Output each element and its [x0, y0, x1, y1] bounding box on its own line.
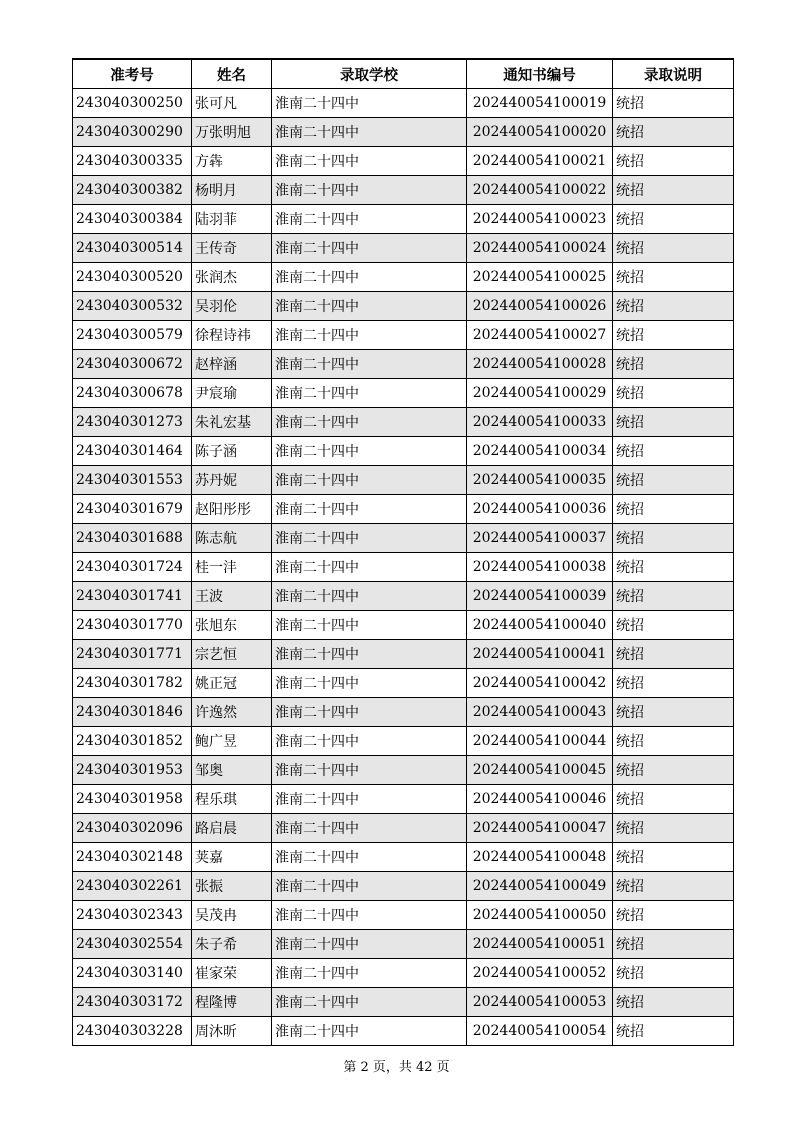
admission-note-cell: 统招	[613, 263, 734, 292]
notice-number-cell: 202440054100048	[467, 843, 613, 872]
admission-note-cell: 统招	[613, 698, 734, 727]
name-cell: 尹宸瑜	[192, 379, 272, 408]
exam-number-cell: 243040303172	[73, 988, 192, 1017]
admission-note-cell: 统招	[613, 118, 734, 147]
name-cell: 徐程诗祎	[192, 321, 272, 350]
table-row	[73, 350, 734, 379]
admission-note-cell: 统招	[613, 495, 734, 524]
school-cell: 淮南二十四中	[272, 872, 467, 901]
notice-number-cell: 202440054100019	[467, 89, 613, 118]
exam-number-cell: 243040302343	[73, 901, 192, 930]
admission-note-cell: 统招	[613, 234, 734, 263]
name-cell: 方犇	[192, 147, 272, 176]
exam-number-cell: 243040301273	[73, 408, 192, 437]
admission-note-cell: 统招	[613, 669, 734, 698]
name-cell: 陈子涵	[192, 437, 272, 466]
exam-number-cell: 243040301688	[73, 524, 192, 553]
exam-number-cell: 243040301846	[73, 698, 192, 727]
admission-note-cell: 统招	[613, 1017, 734, 1046]
name-cell: 陈志航	[192, 524, 272, 553]
notice-number-cell: 202440054100040	[467, 611, 613, 640]
admission-note-cell: 统招	[613, 379, 734, 408]
notice-number-cell: 202440054100039	[467, 582, 613, 611]
table-row	[73, 582, 734, 611]
table-row	[73, 756, 734, 785]
admission-note-cell: 统招	[613, 553, 734, 582]
notice-number-cell: 202440054100027	[467, 321, 613, 350]
exam-number-cell: 243040301852	[73, 727, 192, 756]
table-row	[73, 988, 734, 1017]
exam-number-cell: 243040300672	[73, 350, 192, 379]
name-cell: 王传奇	[192, 234, 272, 263]
admission-note-cell: 统招	[613, 988, 734, 1017]
name-cell: 姚正冠	[192, 669, 272, 698]
exam-number-cell: 243040301464	[73, 437, 192, 466]
table-row	[73, 495, 734, 524]
exam-number-cell: 243040301553	[73, 466, 192, 495]
admission-table	[72, 58, 734, 1046]
exam-number-cell: 243040302261	[73, 872, 192, 901]
admission-note-cell: 统招	[613, 582, 734, 611]
table-row	[73, 292, 734, 321]
name-cell: 朱子希	[192, 930, 272, 959]
notice-number-cell: 202440054100028	[467, 350, 613, 379]
school-cell: 淮南二十四中	[272, 611, 467, 640]
exam-number-cell: 243040300250	[73, 89, 192, 118]
exam-number-cell: 243040301771	[73, 640, 192, 669]
table-row	[73, 959, 734, 988]
school-cell: 淮南二十四中	[272, 234, 467, 263]
school-cell: 淮南二十四中	[272, 582, 467, 611]
school-cell: 淮南二十四中	[272, 756, 467, 785]
exam-number-cell: 243040300514	[73, 234, 192, 263]
exam-number-cell: 243040301953	[73, 756, 192, 785]
table-row	[73, 698, 734, 727]
admission-note-cell: 统招	[613, 785, 734, 814]
name-cell: 周沐昕	[192, 1017, 272, 1046]
name-cell: 杨明月	[192, 176, 272, 205]
table-row	[73, 147, 734, 176]
exam-number-cell: 243040300290	[73, 118, 192, 147]
admission-note-cell: 统招	[613, 640, 734, 669]
school-cell: 淮南二十四中	[272, 350, 467, 379]
school-cell: 淮南二十四中	[272, 669, 467, 698]
notice-number-cell: 202440054100033	[467, 408, 613, 437]
exam-number-cell: 243040302554	[73, 930, 192, 959]
notice-number-cell: 202440054100021	[467, 147, 613, 176]
admission-note-cell: 统招	[613, 466, 734, 495]
table-row	[73, 640, 734, 669]
table-row	[73, 118, 734, 147]
school-cell: 淮南二十四中	[272, 727, 467, 756]
school-cell: 淮南二十四中	[272, 988, 467, 1017]
name-cell: 张旭东	[192, 611, 272, 640]
table-row	[73, 814, 734, 843]
name-cell: 程乐琪	[192, 785, 272, 814]
school-cell: 淮南二十四中	[272, 118, 467, 147]
notice-number-cell: 202440054100043	[467, 698, 613, 727]
table-row	[73, 611, 734, 640]
notice-number-cell: 202440054100041	[467, 640, 613, 669]
notice-number-cell: 202440054100044	[467, 727, 613, 756]
notice-number-cell: 202440054100051	[467, 930, 613, 959]
name-cell: 吴茂冉	[192, 901, 272, 930]
school-cell: 淮南二十四中	[272, 176, 467, 205]
exam-number-cell: 243040300579	[73, 321, 192, 350]
exam-number-cell: 243040301958	[73, 785, 192, 814]
notice-number-cell: 202440054100035	[467, 466, 613, 495]
exam-number-cell: 243040300384	[73, 205, 192, 234]
exam-number-cell: 243040303140	[73, 959, 192, 988]
school-cell: 淮南二十四中	[272, 379, 467, 408]
admission-note-cell: 统招	[613, 930, 734, 959]
admission-note-cell: 统招	[613, 611, 734, 640]
admission-note-cell: 统招	[613, 89, 734, 118]
table-row	[73, 466, 734, 495]
notice-number-cell: 202440054100047	[467, 814, 613, 843]
notice-number-cell: 202440054100045	[467, 756, 613, 785]
school-cell: 淮南二十四中	[272, 205, 467, 234]
name-cell: 崔家荣	[192, 959, 272, 988]
school-cell: 淮南二十四中	[272, 553, 467, 582]
admission-note-cell: 统招	[613, 292, 734, 321]
admission-note-cell: 统招	[613, 901, 734, 930]
table-row	[73, 843, 734, 872]
name-cell: 张可凡	[192, 89, 272, 118]
admission-note-cell: 统招	[613, 205, 734, 234]
table-row	[73, 727, 734, 756]
table-row	[73, 669, 734, 698]
school-cell: 淮南二十四中	[272, 408, 467, 437]
notice-number-cell: 202440054100036	[467, 495, 613, 524]
exam-number-cell: 243040302148	[73, 843, 192, 872]
school-cell: 淮南二十四中	[272, 901, 467, 930]
table-row	[73, 176, 734, 205]
name-cell: 路启晨	[192, 814, 272, 843]
name-cell: 朱礼宏基	[192, 408, 272, 437]
notice-number-cell: 202440054100025	[467, 263, 613, 292]
name-cell: 许逸然	[192, 698, 272, 727]
notice-number-cell: 202440054100029	[467, 379, 613, 408]
exam-number-cell: 243040301741	[73, 582, 192, 611]
school-cell: 淮南二十四中	[272, 814, 467, 843]
exam-number-cell: 243040300678	[73, 379, 192, 408]
exam-number-cell: 243040302096	[73, 814, 192, 843]
exam-number-cell: 243040300520	[73, 263, 192, 292]
table-row	[73, 379, 734, 408]
notice-number-cell: 202440054100026	[467, 292, 613, 321]
school-cell: 淮南二十四中	[272, 263, 467, 292]
admission-note-cell: 统招	[613, 350, 734, 379]
header-notice-number: 通知书编号	[467, 59, 613, 89]
school-cell: 淮南二十四中	[272, 437, 467, 466]
school-cell: 淮南二十四中	[272, 466, 467, 495]
school-cell: 淮南二十四中	[272, 321, 467, 350]
table-row	[73, 930, 734, 959]
notice-number-cell: 202440054100020	[467, 118, 613, 147]
name-cell: 程隆博	[192, 988, 272, 1017]
notice-number-cell: 202440054100050	[467, 901, 613, 930]
name-cell: 吴羽伦	[192, 292, 272, 321]
school-cell: 淮南二十四中	[272, 959, 467, 988]
table-row	[73, 901, 734, 930]
admission-note-cell: 统招	[613, 756, 734, 785]
table-row	[73, 872, 734, 901]
table-row	[73, 408, 734, 437]
table-row	[73, 321, 734, 350]
table-header-row	[73, 59, 734, 89]
name-cell: 赵梓涵	[192, 350, 272, 379]
header-name: 姓名	[192, 59, 272, 89]
exam-number-cell: 243040300532	[73, 292, 192, 321]
name-cell: 万张明旭	[192, 118, 272, 147]
name-cell: 王波	[192, 582, 272, 611]
school-cell: 淮南二十四中	[272, 524, 467, 553]
admission-note-cell: 统招	[613, 408, 734, 437]
notice-number-cell: 202440054100024	[467, 234, 613, 263]
name-cell: 陆羽菲	[192, 205, 272, 234]
notice-number-cell: 202440054100034	[467, 437, 613, 466]
header-admission-note: 录取说明	[613, 59, 734, 89]
table-row	[73, 89, 734, 118]
notice-number-cell: 202440054100023	[467, 205, 613, 234]
school-cell: 淮南二十四中	[272, 147, 467, 176]
exam-number-cell: 243040300382	[73, 176, 192, 205]
notice-number-cell: 202440054100049	[467, 872, 613, 901]
name-cell: 宗艺恒	[192, 640, 272, 669]
table-row	[73, 263, 734, 292]
name-cell: 桂一沣	[192, 553, 272, 582]
school-cell: 淮南二十四中	[272, 495, 467, 524]
table-row	[73, 205, 734, 234]
admission-note-cell: 统招	[613, 872, 734, 901]
name-cell: 鲍广昱	[192, 727, 272, 756]
admission-note-cell: 统招	[613, 321, 734, 350]
school-cell: 淮南二十四中	[272, 843, 467, 872]
exam-number-cell: 243040301724	[73, 553, 192, 582]
admission-note-cell: 统招	[613, 727, 734, 756]
name-cell: 赵阳彤彤	[192, 495, 272, 524]
notice-number-cell: 202440054100054	[467, 1017, 613, 1046]
school-cell: 淮南二十四中	[272, 698, 467, 727]
admission-note-cell: 统招	[613, 437, 734, 466]
exam-number-cell: 243040301770	[73, 611, 192, 640]
table-row	[73, 234, 734, 263]
table-row	[73, 785, 734, 814]
notice-number-cell: 202440054100052	[467, 959, 613, 988]
school-cell: 淮南二十四中	[272, 1017, 467, 1046]
header-school: 录取学校	[272, 59, 467, 89]
notice-number-cell: 202440054100022	[467, 176, 613, 205]
exam-number-cell: 243040301782	[73, 669, 192, 698]
exam-number-cell: 243040303228	[73, 1017, 192, 1046]
notice-number-cell: 202440054100038	[467, 553, 613, 582]
admission-note-cell: 统招	[613, 843, 734, 872]
admission-note-cell: 统招	[613, 524, 734, 553]
table-body	[73, 89, 734, 1046]
name-cell: 张润杰	[192, 263, 272, 292]
admission-note-cell: 统招	[613, 176, 734, 205]
name-cell: 邹奥	[192, 756, 272, 785]
school-cell: 淮南二十四中	[272, 930, 467, 959]
exam-number-cell: 243040301679	[73, 495, 192, 524]
notice-number-cell: 202440054100042	[467, 669, 613, 698]
table-row	[73, 1017, 734, 1046]
school-cell: 淮南二十四中	[272, 785, 467, 814]
header-exam-number: 准考号	[73, 59, 192, 89]
table-row	[73, 437, 734, 466]
admission-note-cell: 统招	[613, 147, 734, 176]
name-cell: 张振	[192, 872, 272, 901]
admission-note-cell: 统招	[613, 959, 734, 988]
notice-number-cell: 202440054100046	[467, 785, 613, 814]
school-cell: 淮南二十四中	[272, 292, 467, 321]
name-cell: 荚嘉	[192, 843, 272, 872]
table-row	[73, 524, 734, 553]
notice-number-cell: 202440054100053	[467, 988, 613, 1017]
admission-note-cell: 统招	[613, 814, 734, 843]
school-cell: 淮南二十四中	[272, 640, 467, 669]
exam-number-cell: 243040300335	[73, 147, 192, 176]
notice-number-cell: 202440054100037	[467, 524, 613, 553]
school-cell: 淮南二十四中	[272, 89, 467, 118]
table-row	[73, 553, 734, 582]
name-cell: 苏丹妮	[192, 466, 272, 495]
page-footer: 第 2 页，共 42 页	[343, 1060, 450, 1075]
